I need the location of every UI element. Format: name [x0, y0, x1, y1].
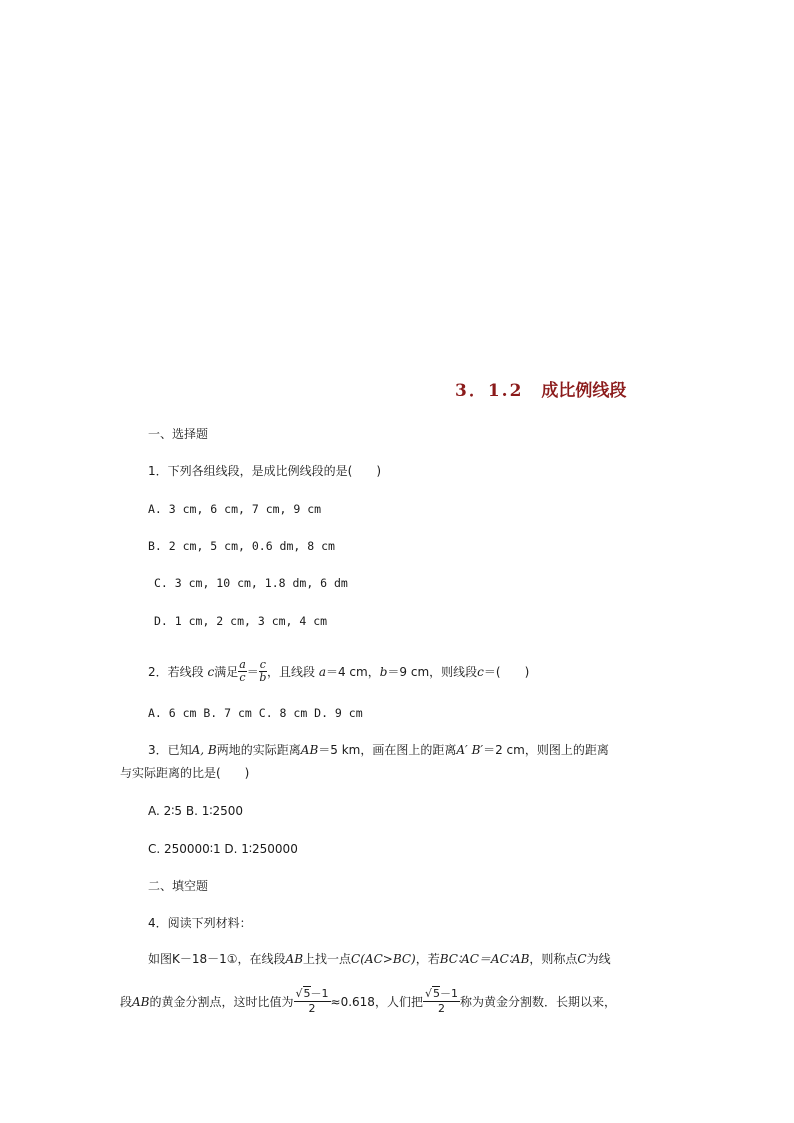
page-title [455, 376, 626, 401]
question-3-options-2: C. 250000∶1 D. 1∶250000 [148, 842, 298, 856]
title-number: 3．1.2 [455, 381, 524, 401]
question-3-stem-line-2: 与实际距离的比是( ) [120, 766, 250, 780]
var-c: c [207, 665, 215, 679]
question-4-paragraph-line-1: 如图K－18－1①，在线段AB上找一点C(AC>BC)，若BC∶AC＝AC∶AB，则称点C为线 [148, 952, 611, 966]
question-3-options-1: A. 2∶5 B. 1∶2500 [148, 804, 243, 818]
question-4-stem: 4．阅读下列材料： [148, 916, 252, 930]
question-1-stem: 1．下列各组线段，是成比例线段的是( ) [148, 464, 381, 478]
question-2-stem: 2．若线段 c满足 $\frac{a}{c}$ ＝ $\frac{c}{b}$ ，且线段 a＝4 cm，b＝9 cm，则线段c＝( ) [148, 658, 530, 684]
golden-ratio-fraction-1: $\frac{√5-1}{2}$ [295, 987, 329, 1015]
question-2-options: A. 6 cm B. 7 cm C. 8 cm D. 9 cm [148, 706, 363, 720]
question-1-option-d: D. 1 cm, 2 cm, 3 cm, 4 cm [154, 614, 328, 628]
section-heading-choice: 一、选择题 [148, 427, 209, 441]
title-text: 成比例线段 [541, 381, 627, 401]
question-1-option-c: C. 3 cm, 10 cm, 1.8 dm, 6 dm [154, 576, 348, 590]
question-1-option-a: A. 3 cm, 6 cm, 7 cm, 9 cm [148, 502, 322, 516]
question-4-paragraph-line-2: 段AB的黄金分割点，这时比值为 $\frac{√5-1}{2}$ ≈0.618，人们把 $\frac{√5-1}{2}$ 称为黄金分割数．长期以来， [120, 987, 616, 1015]
golden-ratio-fraction-2: $\frac{√5-1}{2}$ [424, 987, 458, 1015]
fraction-a-over-c: $\frac{a}{c}$ [239, 658, 246, 684]
question-3-stem-line-1: 3．已知A, B两地的实际距离AB＝5 km，画在图上的距离A′ B′＝2 cm，则图上的距离 [148, 743, 609, 757]
question-1-option-b: B. 2 cm, 5 cm, 0.6 dm, 8 cm [148, 539, 335, 553]
section-heading-fill: 二、填空题 [148, 879, 209, 893]
fraction-c-over-b: $\frac{c}{b}$ [259, 658, 267, 684]
